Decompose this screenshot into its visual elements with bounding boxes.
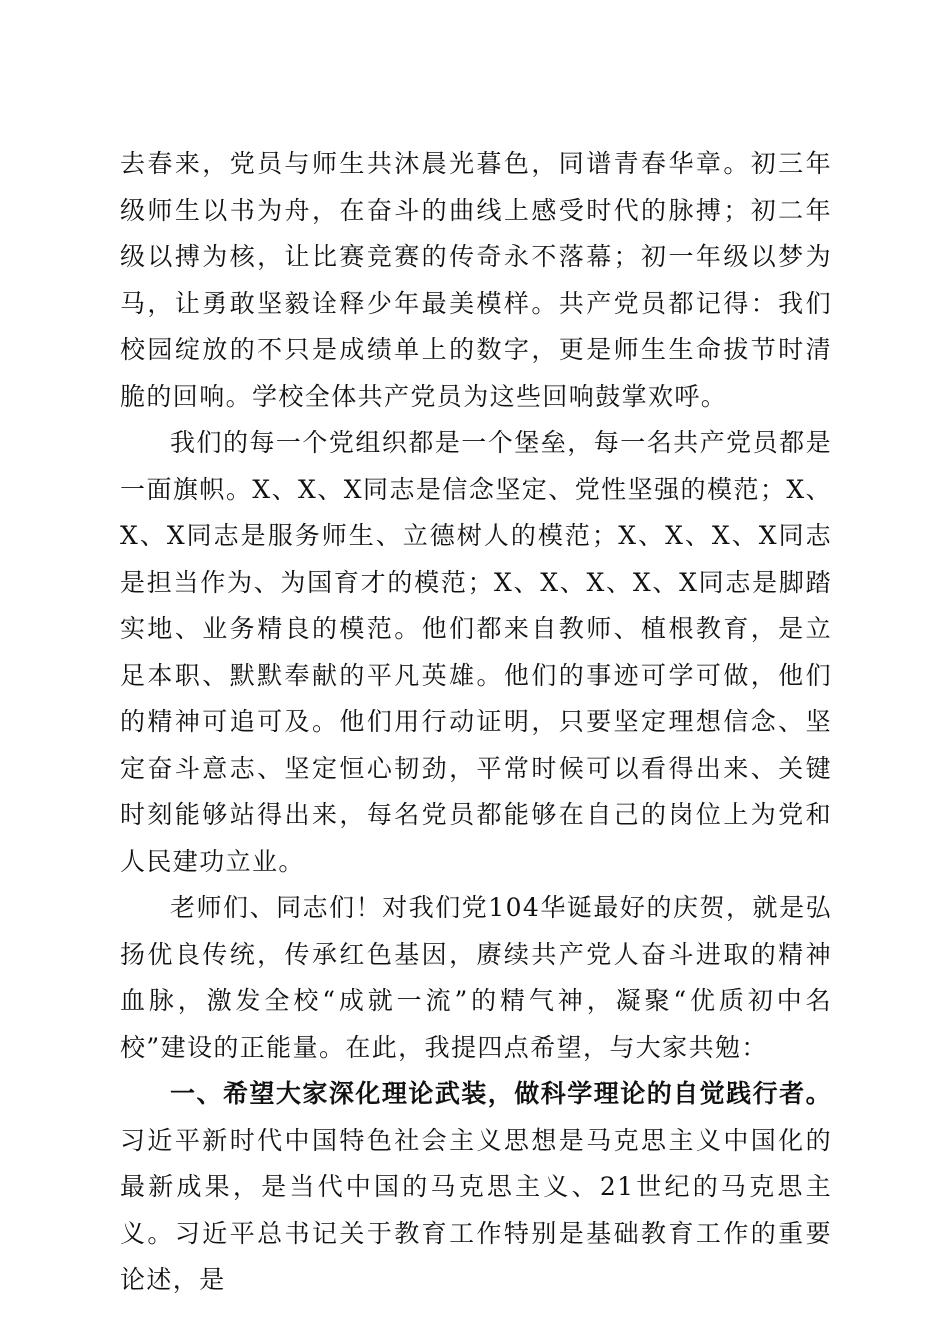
paragraph-2 (120, 420, 832, 885)
paragraph-3 (120, 885, 832, 1071)
paragraph-3-text: 老师们、同志们！对我们党104华诞最好的庆贺，就是弘扬优良传统，传承红色基因，赓续共产党人奋斗进取的精神血脉，激发全校“成就一流”的精气神，凝聚“优质初中名校”建设的正能量。在此，我提四点希望，与大家共勉： (120, 893, 832, 1062)
document-body (120, 141, 832, 1304)
section-heading-one: 一、希望大家深化理论武装，做科学理论的自觉践行者。 (170, 1079, 832, 1108)
paragraph-1 (120, 141, 832, 420)
paragraph-4-text: 习近平新时代中国特色社会主义思想是马克思主义中国化的最新成果，是当代中国的马克思主义、21世纪的马克思主义。习近平总书记关于教育工作特别是基础教育工作的重要论述，是 (120, 1125, 832, 1294)
paragraph-4 (120, 1071, 832, 1304)
paragraph-2-text: 我们的每一个党组织都是一个堡垒，每一名共产党员都是一面旗帜。X、X、X同志是信念坚定、党性坚强的模范；X、X、X同志是服务师生、立德树人的模范；X、X、X、X同志是担当作为、为国育才的模范；X、X、X、X、X同志是脚踏实地、业务精良的模范。他们都来自教师、植根教育，是立足本职、默默奉献的平凡英雄。他们的事迹可学可做，他们的精神可追可及。他们用行动证明，只要坚定理想信念、坚定奋斗意志、坚定恒心韧劲，平常时候可以看得出来、关键时刻能够站得出来，每名党员都能够在自己的岗位上为党和人民建功立业。 (120, 428, 832, 876)
paragraph-1-text: 去春来，党员与师生共沐晨光暮色，同谱青春华章。初三年级师生以书为舟，在奋斗的曲线上感受时代的脉搏；初二年级以搏为核，让比赛竞赛的传奇永不落幕；初一年级以梦为马，让勇敢坚毅诠释少年最美模样。共产党员都记得：我们校园绽放的不只是成绩单上的数字，更是师生生命拔节时清脆的回响。学校全体共产党员为这些回响鼓掌欢呼。 (120, 149, 832, 411)
